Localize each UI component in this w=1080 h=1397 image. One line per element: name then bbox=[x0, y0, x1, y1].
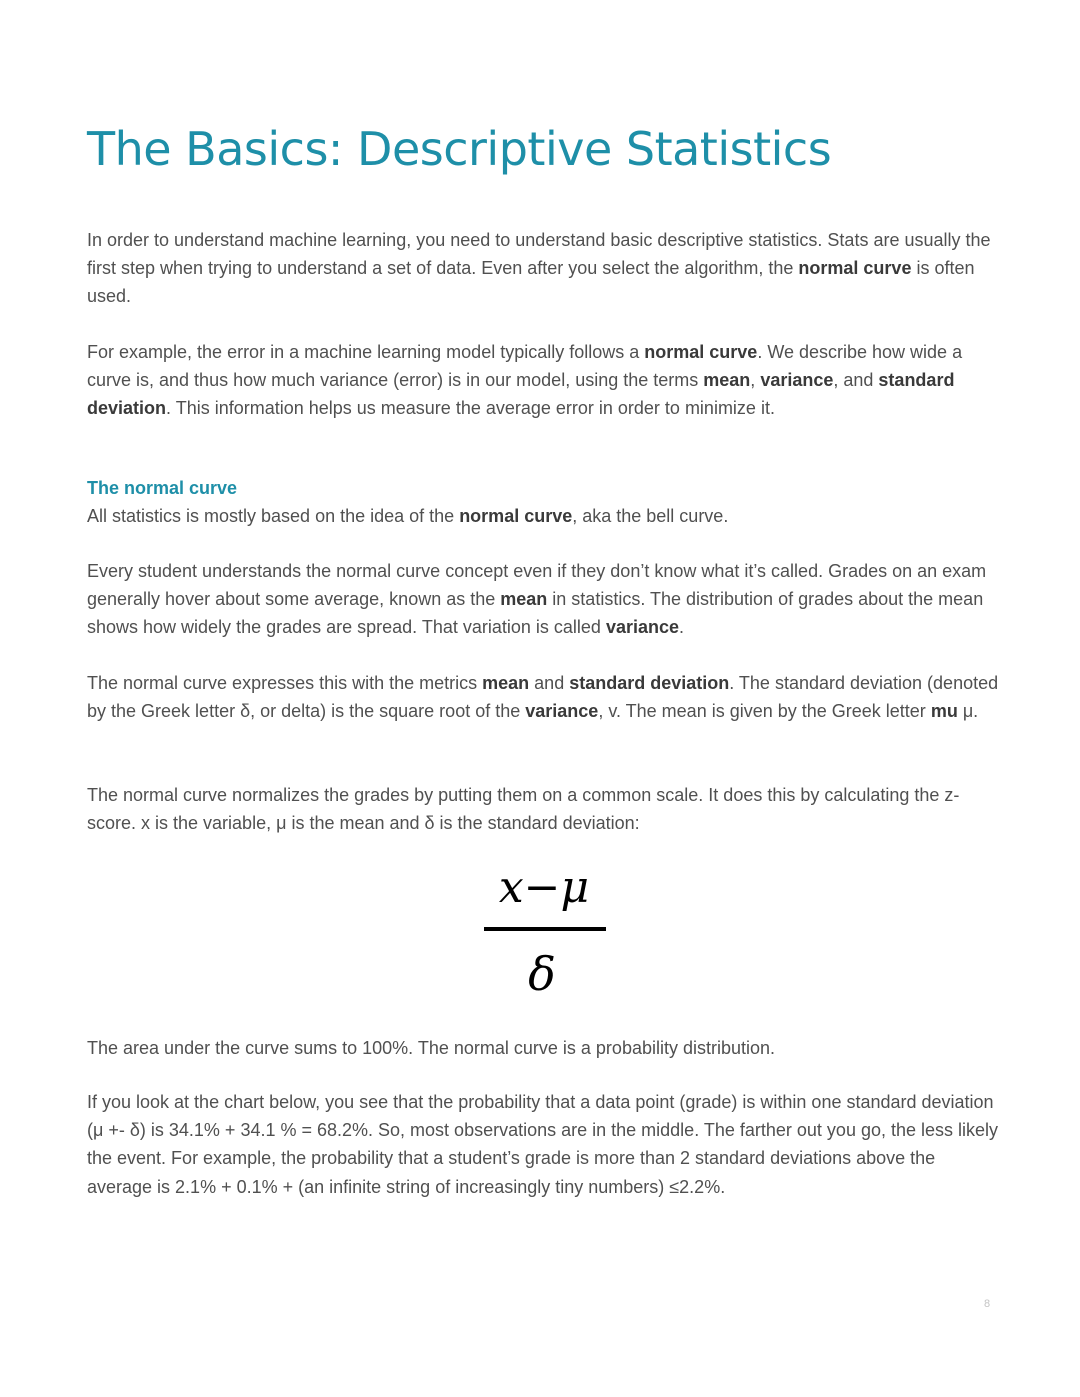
text-run: , v. The mean is given by the Greek letter bbox=[598, 701, 931, 722]
text-run: The normal curve expresses this with the metrics bbox=[87, 673, 483, 693]
text-run: Every student understands the normal curve concept even if they don’t know what it’s called. Grades on an exam generally hover about some average, known as the bbox=[87, 561, 987, 610]
text-run: , aka the bell curve. bbox=[572, 506, 729, 526]
text-run: For example, the error in a machine learning model typically follows a bbox=[87, 342, 645, 362]
section-paragraph-4: The normal curve normalizes the grades by putting them on a common scale. It does this by calculating the z-score. x is the variable, μ is the mean and δ is the standard deviation: bbox=[87, 785, 960, 834]
section-paragraph-5: The area under the curve sums to 100%. The normal curve is a probability distribution. bbox=[87, 1038, 776, 1058]
term-variance: variance bbox=[760, 370, 834, 391]
text-run: is often used. bbox=[87, 258, 975, 307]
term-mean: mean bbox=[500, 589, 548, 610]
page-title: The Basics: Descriptive Statistics bbox=[87, 122, 832, 176]
formula-denominator: δ bbox=[528, 947, 556, 1001]
section-paragraph-3 bbox=[87, 669, 999, 725]
text-run: . bbox=[679, 617, 685, 638]
text-run: and bbox=[529, 673, 570, 693]
section-paragraph-2 bbox=[87, 557, 999, 642]
text-run: . This information helps us measure the average error in order to minimize it. bbox=[166, 398, 775, 419]
fraction-bar bbox=[484, 927, 606, 931]
text-run: , bbox=[750, 370, 761, 391]
page-number: 8 bbox=[984, 1298, 991, 1310]
intro-paragraph-1 bbox=[87, 226, 999, 311]
section-paragraph-1 bbox=[87, 502, 999, 530]
text-run: In order to understand machine learning, you need to understand basic descriptive statistics. Stats are usually the first step when trying to understand a set of data. Even after you select the algorithm, the bbox=[87, 230, 991, 279]
term-normal-curve: normal curve bbox=[644, 342, 758, 362]
section-heading: The normal curve bbox=[87, 478, 238, 498]
text-run: All statistics is mostly based on the idea of the bbox=[87, 506, 460, 526]
term-mean: mean bbox=[482, 673, 530, 693]
text-run: μ. bbox=[957, 701, 979, 722]
term-standard-deviation: standard deviation bbox=[87, 370, 955, 419]
term-variance: variance bbox=[525, 701, 599, 722]
text-run: . We describe how wide a curve is, and thus how much variance (error) is in our model, using the terms bbox=[87, 342, 963, 391]
term-variance: variance bbox=[605, 617, 680, 638]
z-score-formula bbox=[482, 858, 606, 1008]
term-normal-curve: normal curve bbox=[798, 258, 912, 279]
intro-paragraph-2 bbox=[87, 338, 999, 423]
text-run: , and bbox=[833, 370, 879, 391]
term-standard-deviation: standard deviation bbox=[569, 673, 730, 693]
term-mean: mean bbox=[703, 370, 751, 391]
term-normal-curve: normal curve bbox=[459, 506, 573, 526]
formula-numerator: x−μ bbox=[498, 862, 590, 913]
term-mu: mu bbox=[930, 701, 958, 722]
text-run: in statistics. The distribution of grades about the mean shows how widely the grades are spread. That variation is called bbox=[87, 589, 984, 638]
text-run: . The standard deviation (denoted by the Greek letter δ, or delta) is the square root of the bbox=[87, 673, 999, 722]
section-paragraph-6: If you look at the chart below, you see that the probability that a data point (grade) is within one standard deviation (μ +- δ) is 34.1% + 34.1 % = 68.2%. So, most observations are in the middle. The farther out you go, the less likely the event. For example, the probability that a student’s grade is more than 2 standard deviations above the average is 2.1% + 0.1% + (an infinite string of increasingly tiny numbers) ≤2.2%. bbox=[87, 1092, 999, 1197]
